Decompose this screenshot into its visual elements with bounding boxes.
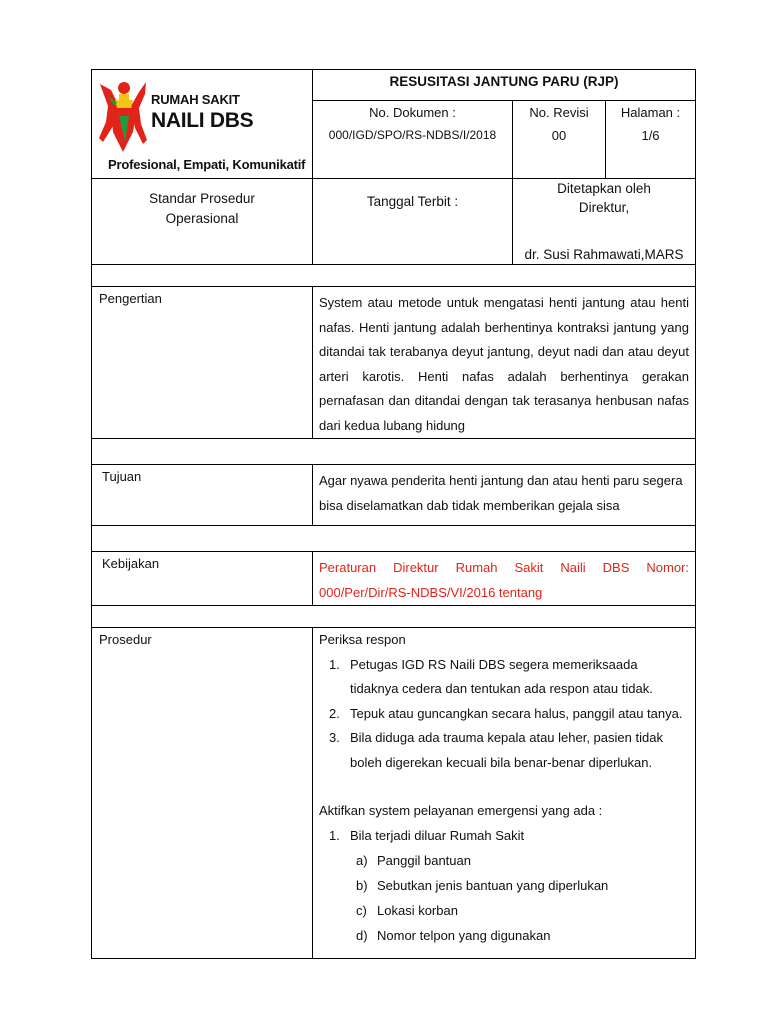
prosedur-steps2 [319,824,689,849]
no-revisi-label: No. Revisi [529,105,589,120]
hospital-name-small: RUMAH SAKIT [151,92,240,107]
tujuan-label: Tujuan [92,465,313,526]
row-spacer [92,606,696,628]
sop-header-table [91,69,696,265]
pengertian-text: System atau metode untuk mengatasi henti jantung atau henti nafas. Henti jantung adalah berhentinya kontraksi jantung yang ditandai tak terabanya deyut jantung, deyut nadi dan atau deyut arteri karotis. Henti nafas adalah berhentinya gerakan pernafasan dan ditandai dengan tak terasanya henbusan nafas dari kedua lubang hidung [313,287,696,439]
prosedur-substeps [319,848,689,948]
list-item: d) Nomor telpon yang digunakan [356,928,551,943]
prosedur-label: Prosedur [92,628,313,959]
row-spacer [92,265,696,287]
sop-type-cell [92,179,313,265]
pengertian-label: Pengertian [92,287,313,439]
hospital-logo-cell [92,70,313,179]
sop-body-table [91,264,696,959]
prosedur-intro2: Aktifkan system pelayanan emergensi yang ada : [319,803,603,818]
sop-document [91,69,695,959]
no-revisi-cell [513,101,606,179]
list-item: c) Lokasi korban [356,903,458,918]
prosedur-content [313,628,696,959]
approval-line1: Ditetapkan oleh [557,181,651,196]
kebijakan-label: Kebijakan [92,552,313,606]
hospital-name-big: NAILI DBS [151,109,254,132]
hospital-motto: Profesional, Empati, Komunikatif [108,157,306,172]
list-item: 1. Petugas IGD RS Naili DBS segera memeriksaada tidaknya cedera dan tentukan ada respon atau tidak. [329,656,653,696]
sop-type-line1: Standar Prosedur [149,191,255,206]
kebijakan-line1: Peraturan Direktur Rumah Sakit Naili DBS Nomor: [319,560,689,575]
list-item: a) Panggil bantuan [356,853,471,868]
approval-signer: dr. Susi Rahmawati,MARS [524,247,684,262]
no-dokumen-label: No. Dokumen : [369,105,456,120]
approval-line2: Direktur, [578,200,630,215]
row-spacer [92,439,696,465]
tanggal-terbit-label: Tanggal Terbit : [313,179,513,265]
prosedur-intro: Periksa respon [319,632,406,647]
prosedur-steps [319,653,689,776]
document-title: RESUSITASI JANTUNG PARU (RJP) [313,70,696,101]
halaman-label: Halaman : [620,105,681,120]
no-dokumen-cell [313,101,513,179]
no-dokumen-value: 000/IGD/SPO/RS-NDBS/I/2018 [328,128,497,142]
sop-type-line2: Operasional [165,211,239,226]
approval-cell [513,179,696,265]
kebijakan-text [313,552,696,606]
list-item: b) Sebutkan jenis bantuan yang diperlukan [356,878,609,893]
list-item: 2. Tepuk atau guncangkan secara halus, panggil atau tanya. [329,705,683,721]
hospital-logo-icon [97,76,149,154]
halaman-cell [606,101,696,179]
row-spacer [92,526,696,552]
no-revisi-value: 00 [551,128,567,143]
halaman-value: 1/6 [641,128,660,143]
kebijakan-line2: 000/Per/Dir/RS-NDBS/VI/2016 tentang [319,584,543,600]
list-item: 1. Bila terjadi diluar Rumah Sakit [329,827,525,843]
list-item: 3. Bila diduga ada trauma kepala atau leher, pasien tidak boleh digerekan kecuali bila benar-benar diperlukan. [329,730,663,770]
tujuan-text: Agar nyawa penderita henti jantung dan atau henti paru segera bisa diselamatkan dab tidak memberikan gejala sisa [313,465,696,526]
